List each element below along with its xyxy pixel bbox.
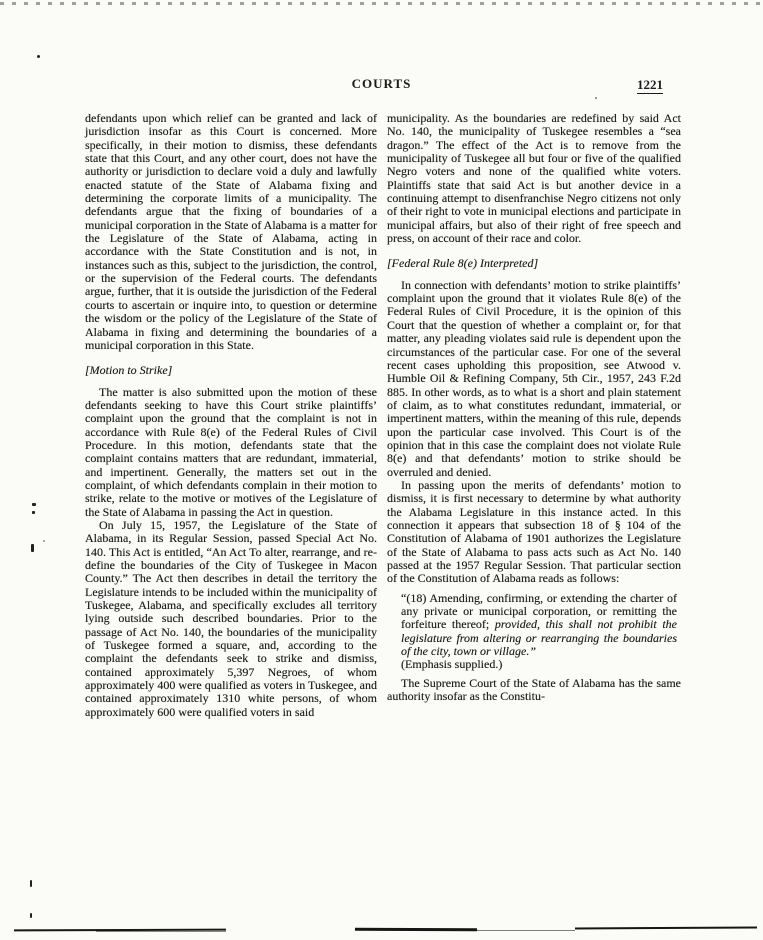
section-heading bbox=[387, 257, 681, 270]
text-run: The Supreme Court of the State of Alabama has the same authority insofar as the Constitu- bbox=[387, 675, 681, 704]
text-run: provided, this shall not prohibit the legislature from altering or rearranging the boundaries of the city, town or village.” bbox=[401, 617, 677, 659]
page-title: COURTS bbox=[351, 76, 412, 91]
paragraph bbox=[387, 112, 681, 245]
paragraph bbox=[85, 112, 377, 352]
running-head bbox=[0, 76, 763, 96]
paragraph bbox=[387, 677, 681, 704]
ink-speck bbox=[30, 880, 32, 887]
ink-speck bbox=[32, 503, 36, 506]
scan-artifact-line bbox=[355, 928, 477, 931]
text-run: defendants upon which relief can be granted and lack of jurisdiction insofar as this Court is concerned. More specifically, in their motion to dismiss, these defendants state that this Court, and any other court, does not have the authority or jurisdiction to declare void a duly and lawfully enacted statute of the State of Alabama fixing and determining the corporate limits of a municipality. The defendants argue that the fixing of boundaries of a municipal corporation in the State of Alabama is a matter for the Legislature of the State of Alabama, acting in accordance with the State Constitution and is not, in instances such as this, subject to the jurisdiction, the control, or the supervision of the Federal courts. The defendants argue, further, that it is outside the jurisdiction of the Federal courts to ascertain or inquire into, to question or determine the wisdom or the policy of the Legislature of the State of Alabama in fixing and determining the boundaries of a municipal corporation in this State. bbox=[85, 111, 377, 352]
text-run: [Motion to Strike] bbox=[85, 363, 173, 378]
paragraph bbox=[85, 386, 377, 519]
paragraph bbox=[387, 479, 681, 586]
text-run: In passing upon the merits of defendants’ motion to dismiss, it is first necessary to determine by what authority the Alabama Legislature in this instance acted. In this connection it appears that subsection 18 of § 104 of the Constitution of Alabama of 1901 authorizes the Legislature of the State of Alabama to pass acts such as Act No. 140 passed at the 1957 Regular Session. That particular section of the Constitution of Alabama reads as follows: bbox=[387, 477, 681, 586]
text-run: municipality. As the boundaries are redefined by said Act No. 140, the municipality of Tuskegee resembles a “sea dragon.” The effect of the Act is to remove from the municipality of Tuskegee all but four or five of the qualified Negro voters and none of the qualified white voters. Plaintiffs state that said Act is but another device in a continuing attempt to disenfranchise Negro citizens not only of their right to vote in municipal elections and participate in municipal affairs, but also of their right of free speech and press, on account of their race and color. bbox=[387, 111, 681, 246]
section-heading bbox=[85, 364, 377, 377]
text-run: In connection with defendants’ motion to strike plaintiffs’ complaint upon the ground that it violates Rule 8(e) of the Federal Rules of Civil Procedure, it is the opinion of this Court that the question of whether a complaint or, for that matter, any pleading violates said rule is dependent upon the circumstances of the particular case. For one of the several recent cases upholding this proposition, see Atwood v. Humble Oil & Refining Company, 5th Cir., 1957, 243 F.2d 885. In other words, as to what is a short and plain statement of claim, as to what constitutes redundant, immaterial, or impertinent matters, within the meaning of this rule, depends upon the particular case involved. This Court is of the opinion that in this case the complaint does not violate Rule 8(e) and that defendants’ motion to strike should be overruled and denied. bbox=[387, 277, 681, 479]
page-number: 1221 bbox=[637, 77, 663, 92]
ink-speck bbox=[37, 55, 40, 58]
scan-artifact-line bbox=[477, 930, 575, 931]
scan-artifact-line bbox=[575, 927, 757, 930]
ink-speck bbox=[32, 511, 35, 514]
text-run: (Emphasis supplied.) bbox=[401, 657, 503, 672]
text-run: [Federal Rule 8(e) Interpreted] bbox=[387, 256, 539, 271]
text-run: The matter is also submitted upon the motion of these defendants seeking to have this Court strike plaintiffs’ complaint upon the ground that the complaint is not in accordance with Rule 8(e) of the Federal Rules of Civil Procedure. In this motion, defendants state that the complaint contains matters that are redundant, immaterial, and impertinent. Generally, the matters set out in the complaint, of which defendants complain in their motion to strike, relate to the motive or motives of the Legislature of the State of Alabama in passing the Act in question. bbox=[85, 384, 377, 519]
text-run: “(18) Amending, confirming, or extending the charter of any private or municipal corporation, or remitting the forfeiture thereof; bbox=[401, 590, 677, 632]
paragraph bbox=[85, 519, 377, 719]
ink-speck bbox=[31, 544, 34, 552]
text-run: On July 15, 1957, the Legislature of the State of Alabama, in its Regular Session, passed Special Act No. 140. This Act is entitled, “An Act To alter, rearrange, and re-define the boundaries of the City of Tuskegee in Macon County.” The Act then describes in detail the territory the Legislature intends to be included within the municipality of Tuskegee, Alabama, and specifically excludes all territory lying outside such described boundaries. Prior to the passage of Act No. 140, the boundaries of the municipality of Tuskegee formed a square, and, according to the complaint the defendants seek to strike and dismiss, contained approximately 5,397 Negroes, of whom approximately 400 were qualified as voters in Tuskegee, and contained approximately 1310 white persons, of whom approximately 600 were qualified voters in said bbox=[85, 517, 377, 719]
scan-artifact-line bbox=[96, 931, 226, 932]
text-column-left bbox=[85, 112, 377, 719]
block-quote bbox=[387, 592, 681, 672]
ink-speck bbox=[43, 540, 45, 542]
scan-artifact-dotted-edge bbox=[0, 2, 763, 5]
paragraph bbox=[387, 279, 681, 479]
ink-speck bbox=[595, 97, 597, 99]
text-column-right bbox=[387, 112, 681, 703]
ink-speck bbox=[30, 913, 32, 918]
